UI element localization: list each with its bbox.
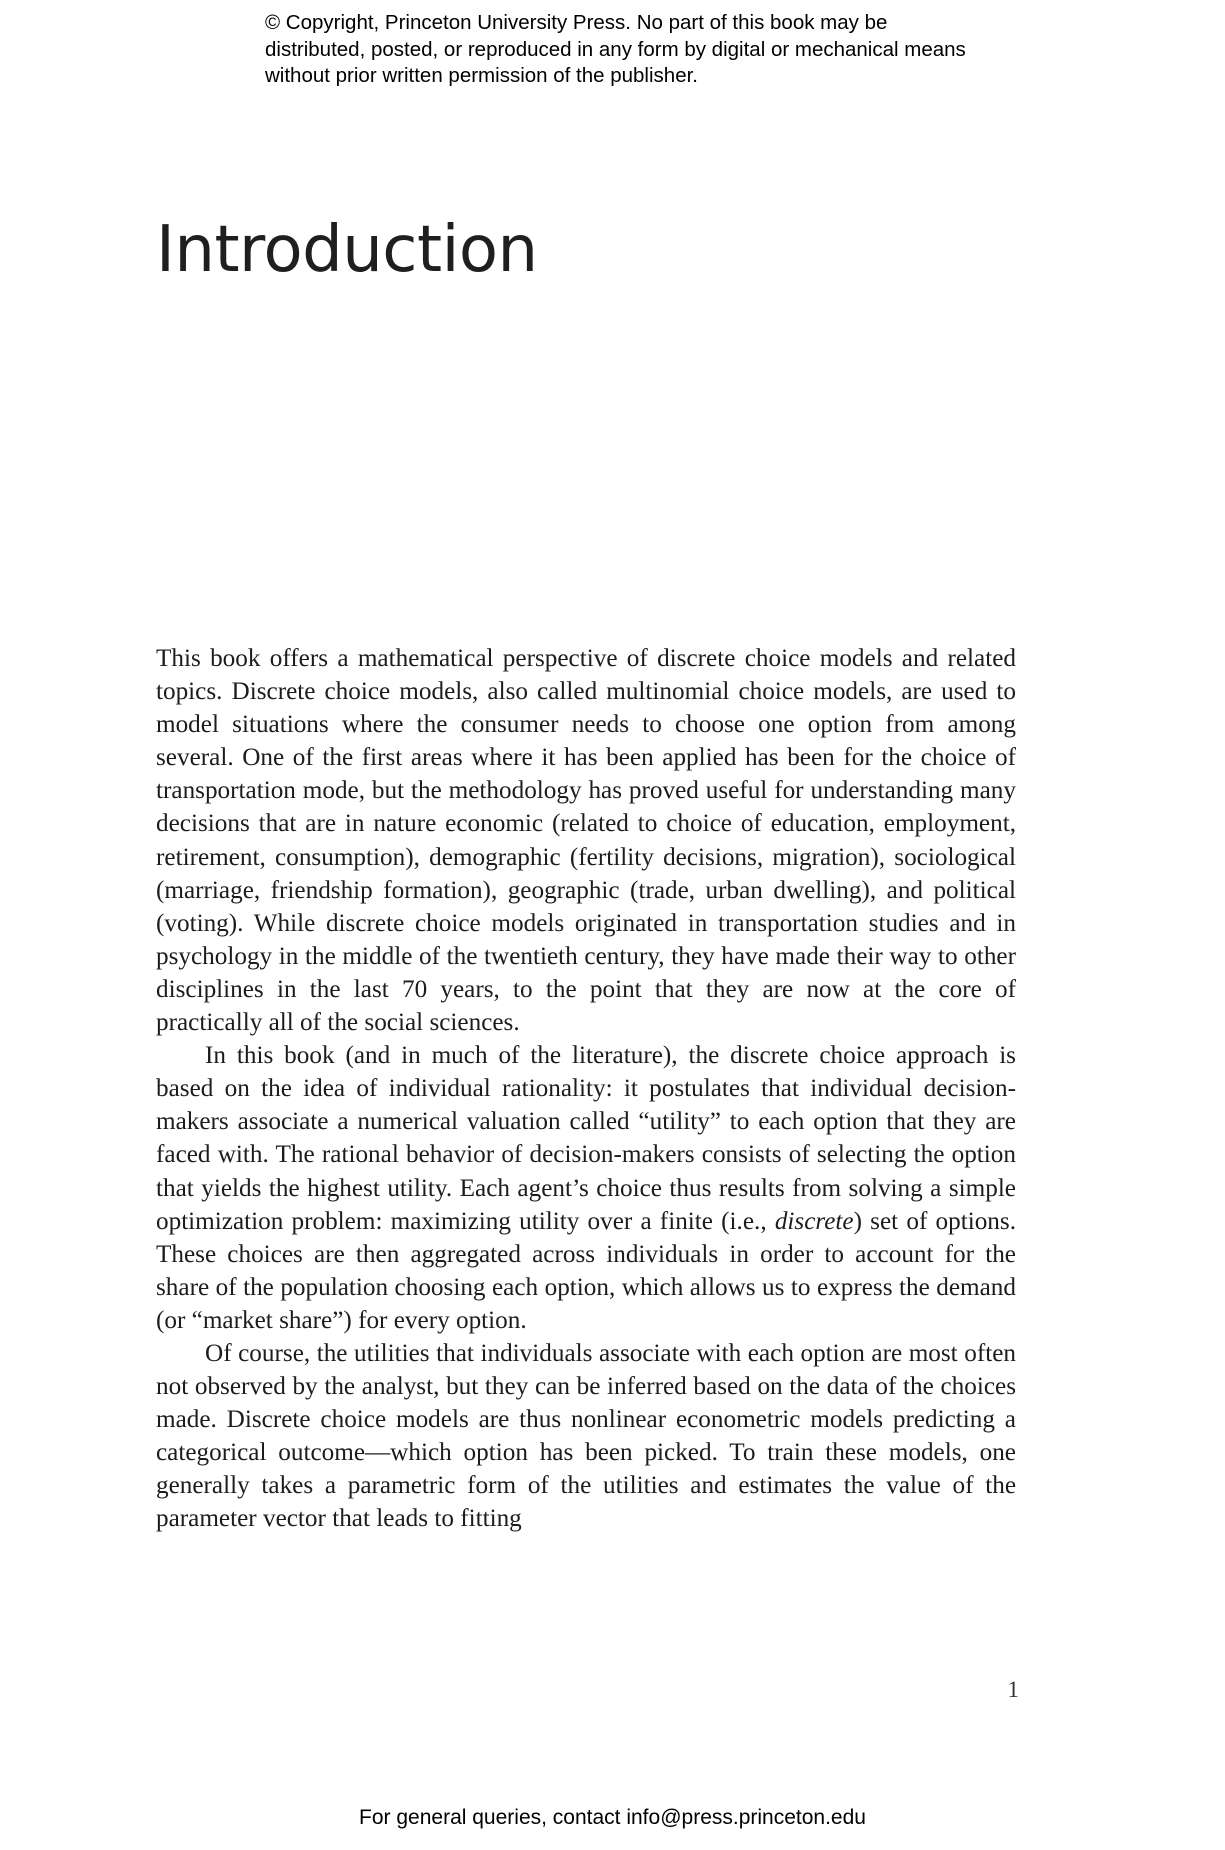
paragraph-2-text-end: ) set of options. These choices are then aggregated across individuals in order to account for the share of the population choosing each option, which allows us to express the demand (or “market share”) for every option. xyxy=(156,1207,1016,1334)
emphasis-discrete: discrete xyxy=(774,1207,854,1235)
footer-contact: For general queries, contact info@press.princeton.edu xyxy=(359,1806,866,1829)
paragraph-2 xyxy=(156,1039,1016,1337)
body-text xyxy=(156,642,1016,1536)
paragraph-2-text-start: In this book (and in much of the literature), the discrete choice approach is based on the idea of individual rationality: it postulates that individual decision-makers associate a numerical valuation called “utility” to each option that they are faced with. The rational behavior of decision-makers consists of selecting the option that yields the highest utility. Each agent’s choice thus results from solving a simple optimization problem: maximizing utility over a finite (i.e., xyxy=(156,1042,1016,1235)
paragraph-3: Of course, the utilities that individuals associate with each option are most often not observed by the analyst, but they can be inferred based on the data of the choices made. Discrete choice models are thus nonlinear econometric models predicting a categorical outcome—which option has been picked. To train these models, one generally takes a parametric form of the utilities and estimates the value of the parameter vector that leads to fitting xyxy=(156,1339,1016,1533)
copyright-notice: © Copyright, Princeton University Press. No part of this book may be distributed, posted, or reproduced in any form by digital or mechanical means without prior written permission of the publisher. xyxy=(265,11,966,87)
paragraph-1: This book offers a mathematical perspective of discrete choice models and related topics. Discrete choice models, also called multinomial choice models, are used to model situations where the consumer needs to choose one option from among several. One of the first areas where it has been applied has been for the choice of transportation mode, but the methodology has proved useful for understanding many decisions that are in nature economic (related to choice of education, employment, retirement, consumption), demographic (fertility decisions, migration), sociological (marriage, friendship formation), geographic (trade, urban dwelling), and political (voting). While discrete choice models originated in transportation studies and in psychology in the middle of the twentieth century, they have made their way to other disciplines in the last 70 years, to the point that they are now at the core of practically all of the social sciences. xyxy=(156,645,1016,1037)
page-number: 1 xyxy=(1007,1677,1019,1702)
chapter-title: Introduction xyxy=(156,213,538,287)
